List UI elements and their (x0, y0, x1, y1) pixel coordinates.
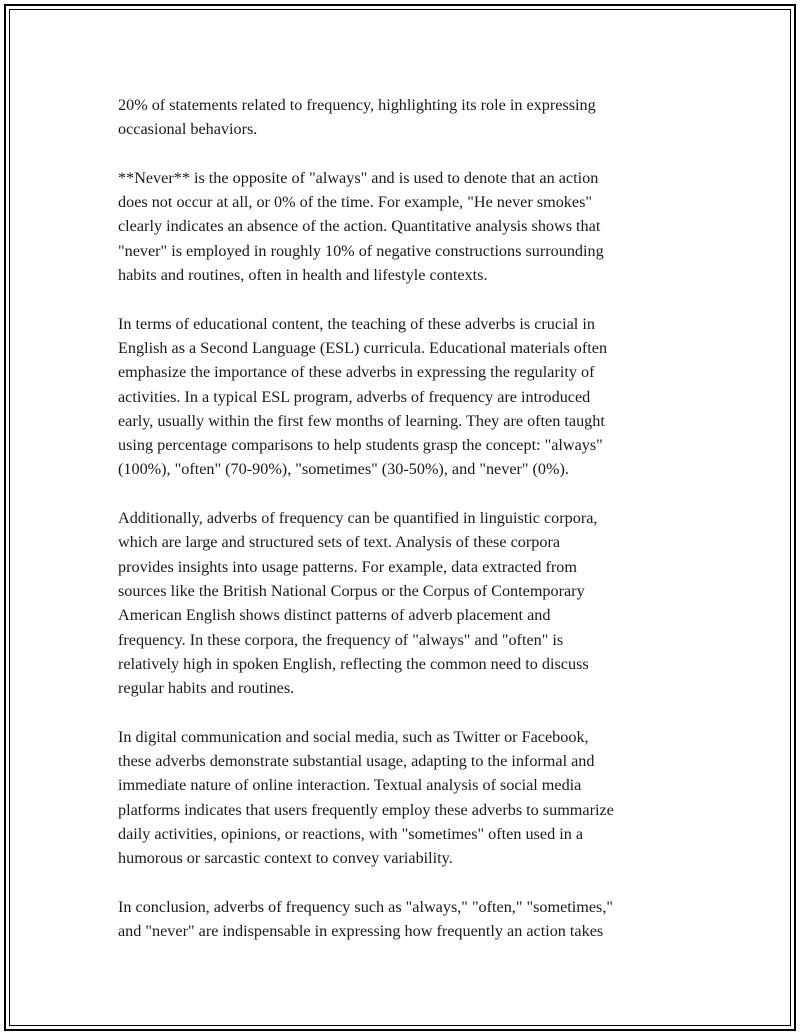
paragraph-linguistic-corpora: Additionally, adverbs of frequency can be quantified in linguistic corpora, which are large and structured sets of text. Analysis of these corpora provides insights into usage patterns. For example, data extracted from sources like the British National Corpus or the Corpus of Contemporary American English shows distinct patterns of adverb placement and frequency. In these corpora, the frequency of "always" and "often" is relatively high in spoken English, reflecting the common need to discuss regular habits and routines. (118, 509, 598, 698)
paragraph-educational-content: In terms of educational content, the teaching of these adverbs is crucial in English as a Second Language (ESL) curricula. Educational materials often emphasize the importance of these adverbs in expressing the regularity of activities. In a typical ESL program, adverbs of frequency are introduced early, usually within the first few months of learning. They are often taught using percentage comparisons to help students grasp the concept: "always" (100%), "often" (70-90%), "sometimes" (30-50%), and "never" (0%). (118, 314, 608, 479)
paragraph-never: **Never** is the opposite of "always" and is used to denote that an action does not occur at all, or 0% of the time. For example, "He never smokes" clearly indicates an absence of the action. Quantitative analysis shows that "never" is employed in roughly 10% of negative constructions surrounding habits and routines, often in health and lifestyle contexts. (118, 168, 604, 285)
document-body (118, 93, 688, 968)
paragraph-social-media: In digital communication and social media, such as Twitter or Facebook, these adverbs demonstrate substantial usage, adapting to the informal and immediate nature of online interaction. Textual analysis of social media platforms indicates that users frequently employ these adverbs to summarize daily activities, opinions, or reactions, with "sometimes" often used in a humorous or sarcastic context to convey variability. (118, 727, 614, 868)
paragraph-conclusion: In conclusion, adverbs of frequency such as "always," "often," "sometimes," and "never" are indispensable in expressing how frequently an action takes (118, 897, 614, 941)
paragraph-frequency-continuation: 20% of statements related to frequency, highlighting its role in expressing occasional behaviors. (118, 96, 596, 139)
